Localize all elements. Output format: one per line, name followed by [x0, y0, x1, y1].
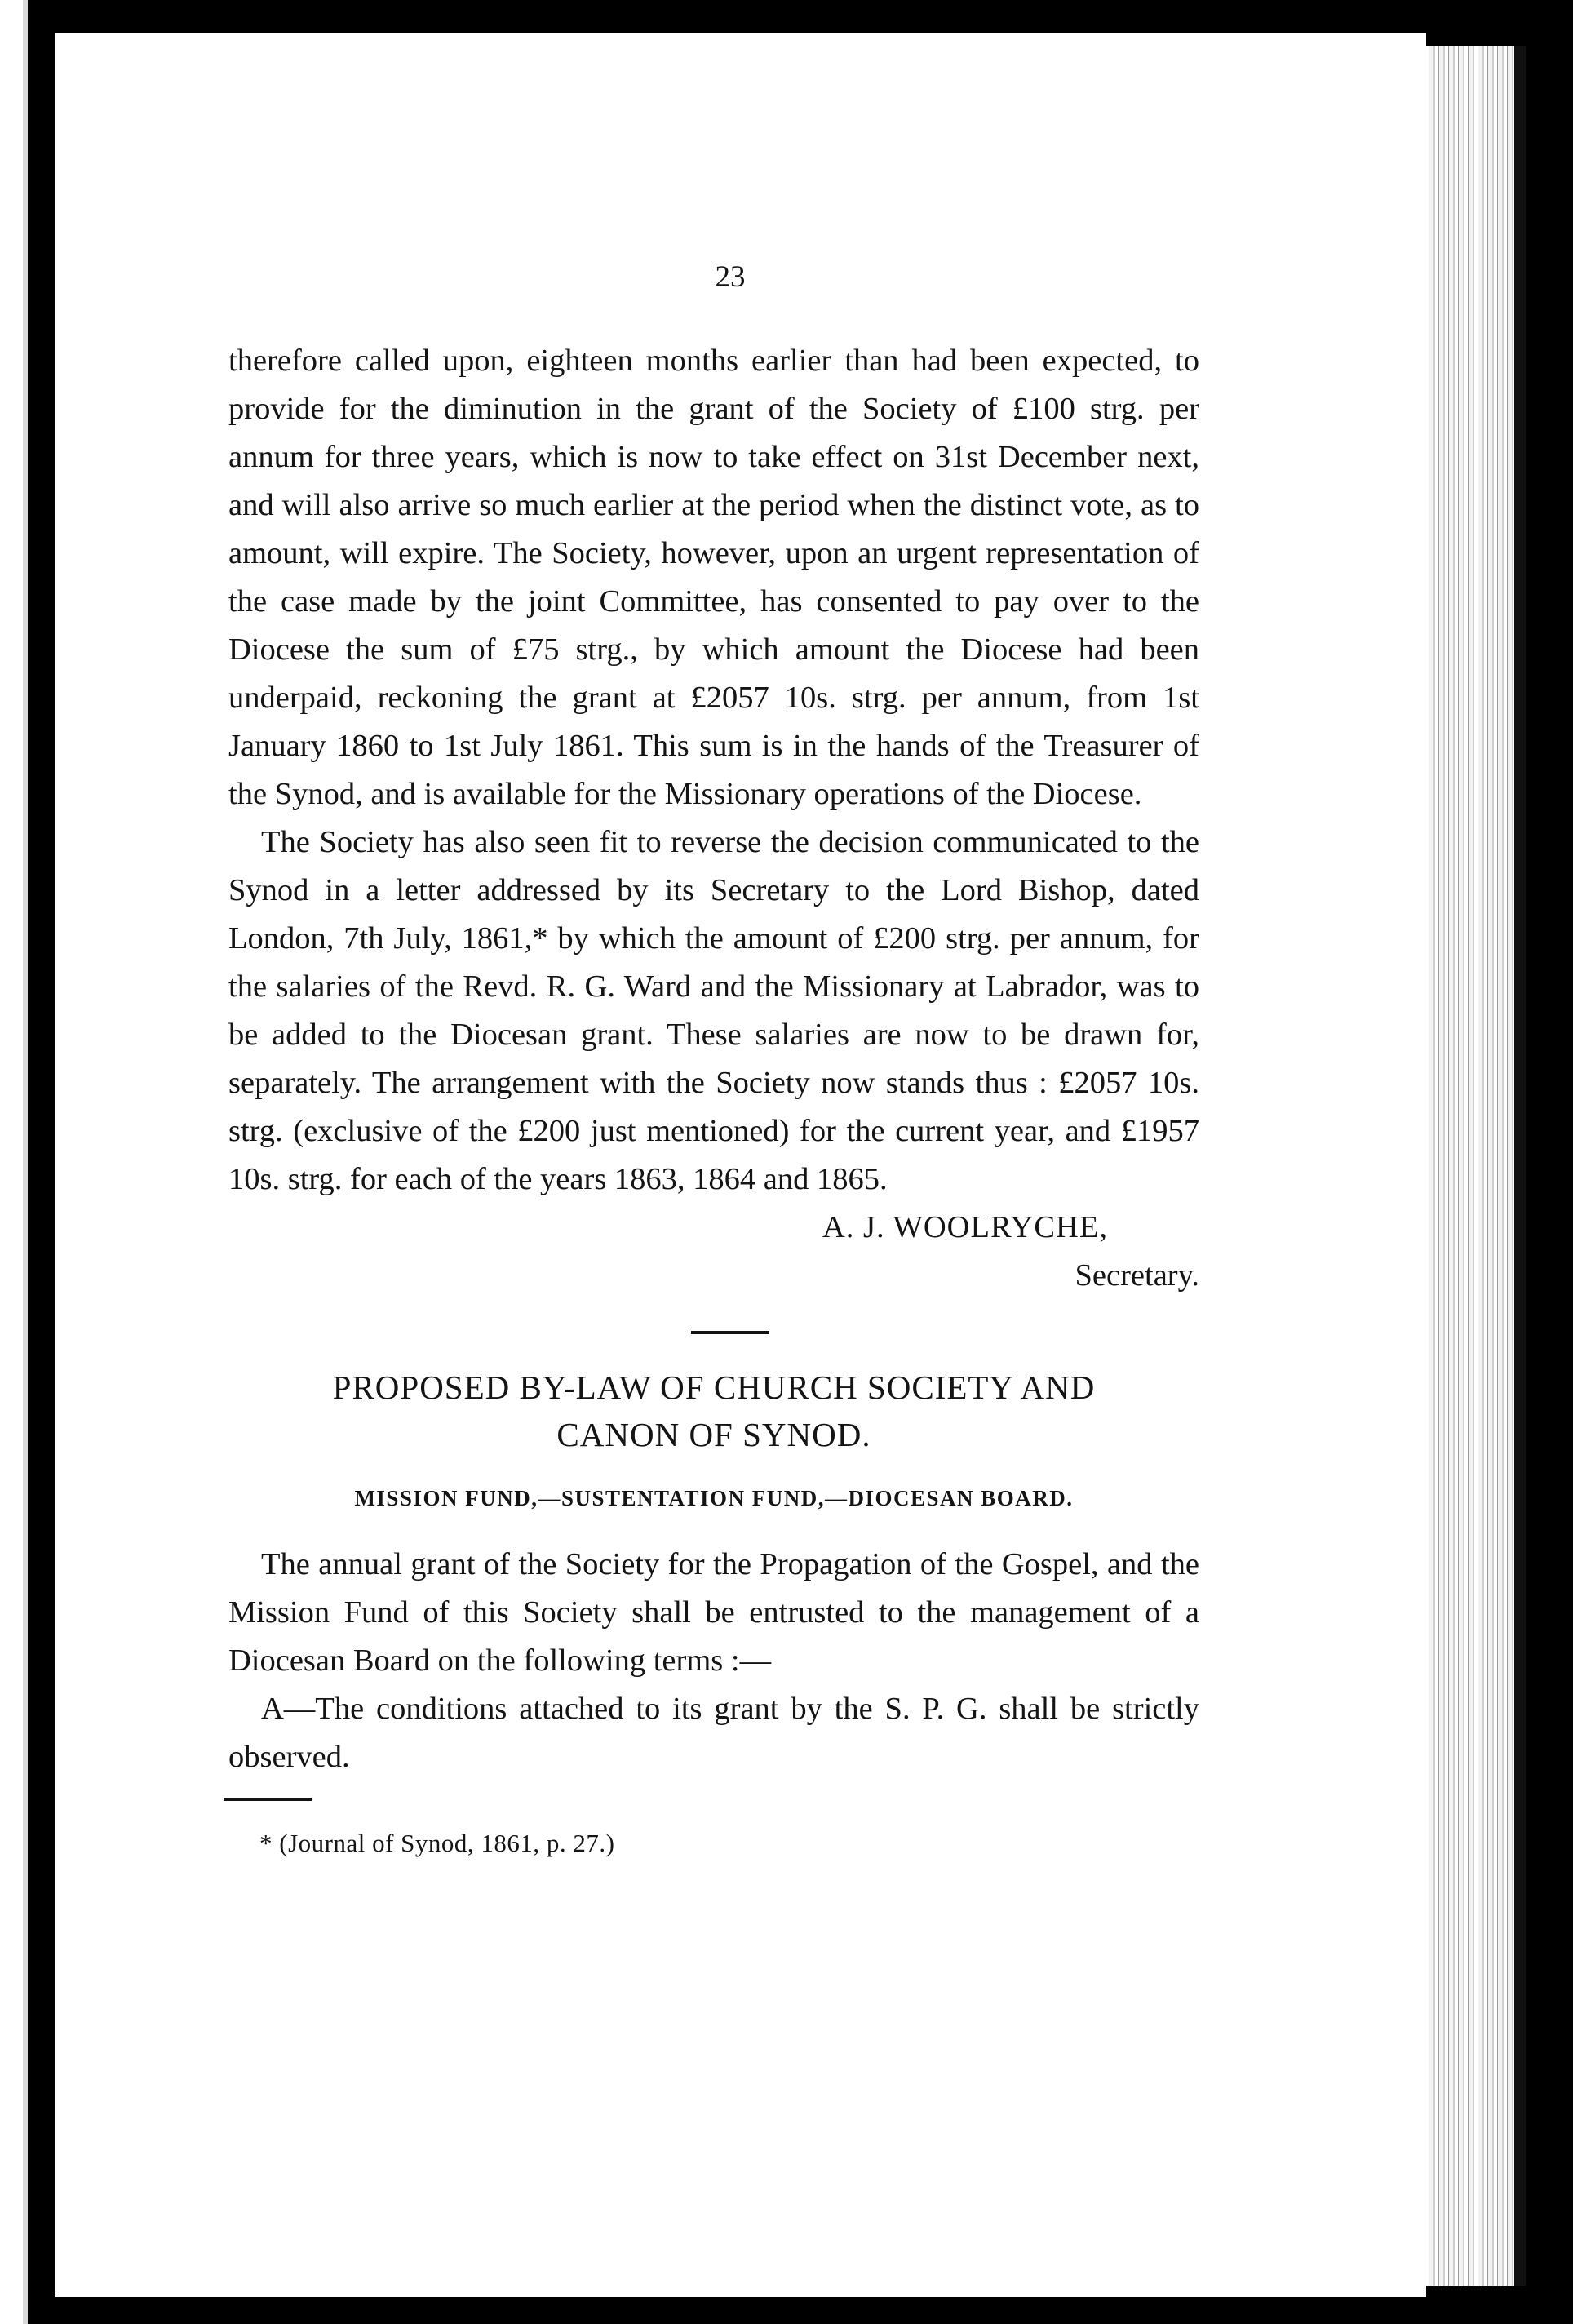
page-number: 23 — [715, 260, 746, 294]
signature-block — [228, 1204, 1199, 1300]
body-paragraph: therefore called upon, eighteen months earlier than had been expected, to provide for the diminution in the grant of the Society of £100 strg. per annum for three years, which is now to take effect on 31st December next, and will also arrive so much earlier at the period when the distinct vote, as to amount, will expire. The Society, however, upon an urgent representation of the case made by the joint Committee, has consented to pay over to the Diocese the sum of £75 strg., by which amount the Diocese had been underpaid, reckoning the grant at £2057 10s. strg. per annum, from 1st January 1860 to 1st July 1861. This sum is in the hands of the Treasurer of the Synod, and is available for the Missionary operations of the Diocese. — [228, 344, 1199, 811]
footnote: * (Journal of Synod, 1861, p. 27.) — [259, 1829, 615, 1857]
signature-name: A. J. WOOLRYCHE, — [822, 1210, 1108, 1244]
body-paragraph: The Society has also seen fit to reverse the decision communicated to the Synod in a letter addressed by its Secretary to the Lord Bishop, dated London, 7th July, 1861,* by which the amount of £200 strg. per annum, for the salaries of the Revd. R. G. Ward and the Missionary at Labrador, was to be added to the Diocesan grant. These salaries are now to be drawn for, separately. The arrangement with the Society now stands thus : £2057 10s. strg. (exclusive of the £200 just mentioned) for the current year, and £1957 10s. strg. for each of the years 1863, 1864 and 1865. — [228, 825, 1199, 1196]
signature-title: Secretary. — [1075, 1258, 1199, 1293]
section-paragraph: The annual grant of the Society for the Propagation of the Gospel, and the Mission Fund of this Society shall be entrusted to the management of a Diocesan Board on the following terms :— — [228, 1547, 1199, 1678]
section-heading-line: PROPOSED BY-LAW OF CHURCH SOCIETY AND — [332, 1368, 1096, 1406]
page-content — [228, 253, 1199, 1867]
left-page-edge — [0, 0, 42, 2324]
section-heading-line: CANON OF SYNOD. — [556, 1416, 871, 1453]
section-subheading: MISSION FUND,—SUSTENTATION FUND,—DIOCESAN BOARD. — [354, 1486, 1074, 1510]
footnote-divider — [224, 1798, 312, 1801]
section-heading — [215, 1364, 1212, 1458]
page-stack-edges — [1410, 46, 1526, 2286]
section-paragraph: A—The conditions attached to its grant by the S. P. G. shall be strictly observed. — [228, 1692, 1199, 1774]
section-divider — [691, 1331, 769, 1334]
